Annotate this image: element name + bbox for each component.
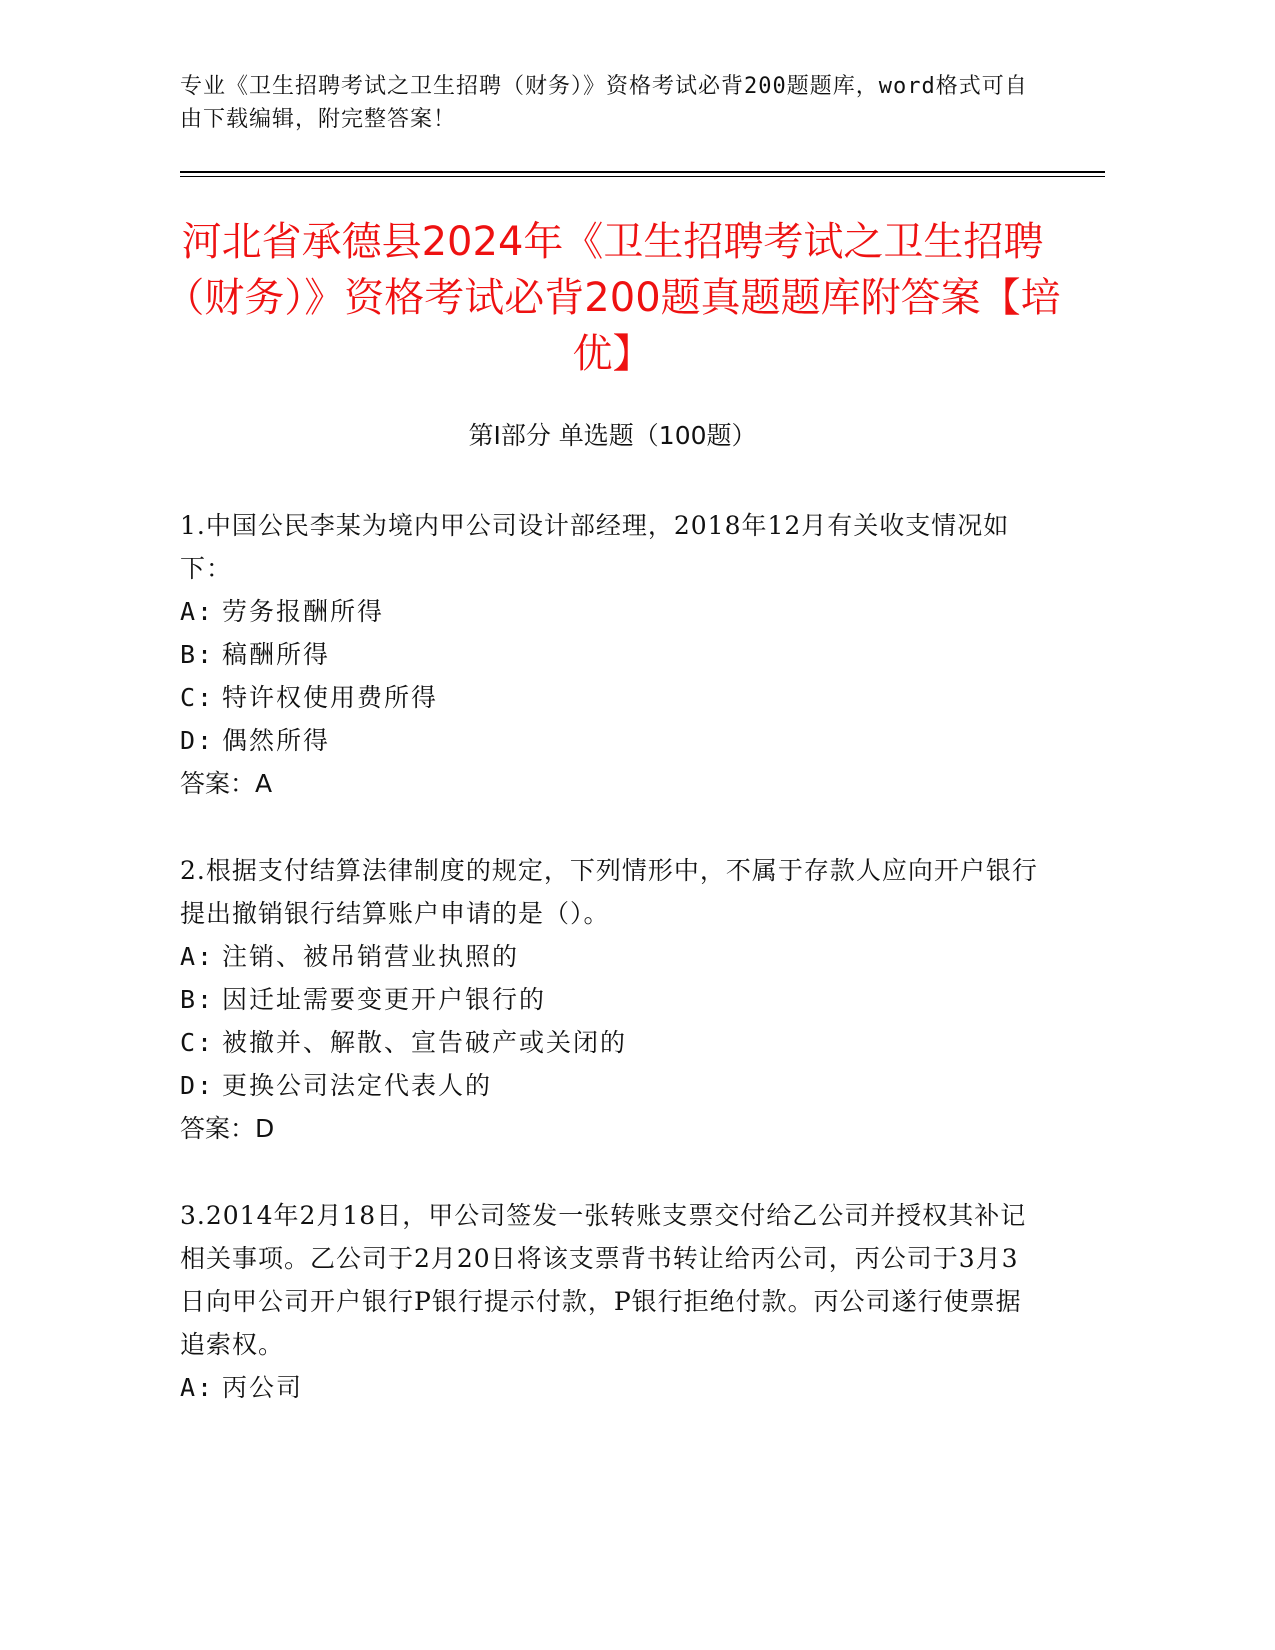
option-b <box>180 633 1040 676</box>
option-text: 特许权使用费所得 <box>222 683 439 712</box>
option-letter: A: <box>180 1373 215 1402</box>
question-stem: 1.中国公民李某为境内甲公司设计部经理，2018年12月有关收支情况如下： <box>180 511 1010 583</box>
option-b <box>180 978 1040 1021</box>
answer-line: 答案：A <box>180 769 273 798</box>
option-c <box>180 1021 1040 1064</box>
option-text: 丙公司 <box>222 1373 304 1402</box>
question-stem: 2.根据支付结算法律制度的规定，下列情形中，不属于存款人应向开户银行提出撤销银行结算账户申请的是（）。 <box>180 856 1038 928</box>
option-text: 更换公司法定代表人的 <box>222 1071 493 1100</box>
option-text: 因迁址需要变更开户银行的 <box>222 985 547 1014</box>
question-stem: 3.2014年2月18日，甲公司签发一张转账支票交付给乙公司并授权其补记相关事项。乙公司于2月20日将该支票背书转让给丙公司，丙公司于3月3日向甲公司开户银行P银行提示付款，P银行拒绝付款。丙公司遂行使票据追索权。 <box>180 1201 1027 1359</box>
option-a <box>180 1366 1040 1409</box>
option-d <box>180 719 1040 762</box>
option-letter: A: <box>180 597 215 626</box>
option-letter: C: <box>180 1028 215 1057</box>
section-title: 第I部分 单选题（100题） <box>468 421 757 450</box>
question-2 <box>180 849 1040 1150</box>
option-letter: A: <box>180 942 215 971</box>
header-divider <box>180 171 1105 173</box>
option-letter: B: <box>180 640 215 669</box>
option-letter: C: <box>180 683 215 712</box>
option-text: 劳务报酬所得 <box>222 597 385 626</box>
option-text: 稿酬所得 <box>222 640 331 669</box>
question-list <box>180 504 1040 1453</box>
option-text: 偶然所得 <box>222 726 331 755</box>
option-letter: B: <box>180 985 215 1014</box>
option-text: 被撤并、解散、宣告破产或关闭的 <box>222 1028 628 1057</box>
question-3 <box>180 1194 1040 1409</box>
document-title: 河北省承德县2024年《卫生招聘考试之卫生招聘（财务）》资格考试必背200题真题题库附答案【培优】 <box>164 219 1061 377</box>
answer-line: 答案：D <box>180 1114 275 1143</box>
option-a <box>180 590 1040 633</box>
header-divider-thin <box>180 176 1105 177</box>
header-note: 专业《卫生招聘考试之卫生招聘（财务）》资格考试必背200题题库，word格式可自由下载编辑，附完整答案！ <box>180 74 1028 132</box>
option-d <box>180 1064 1040 1107</box>
option-a <box>180 935 1040 978</box>
option-c <box>180 676 1040 719</box>
question-1 <box>180 504 1040 805</box>
option-letter: D: <box>180 1071 215 1100</box>
option-letter: D: <box>180 726 215 755</box>
option-text: 注销、被吊销营业执照的 <box>222 942 520 971</box>
